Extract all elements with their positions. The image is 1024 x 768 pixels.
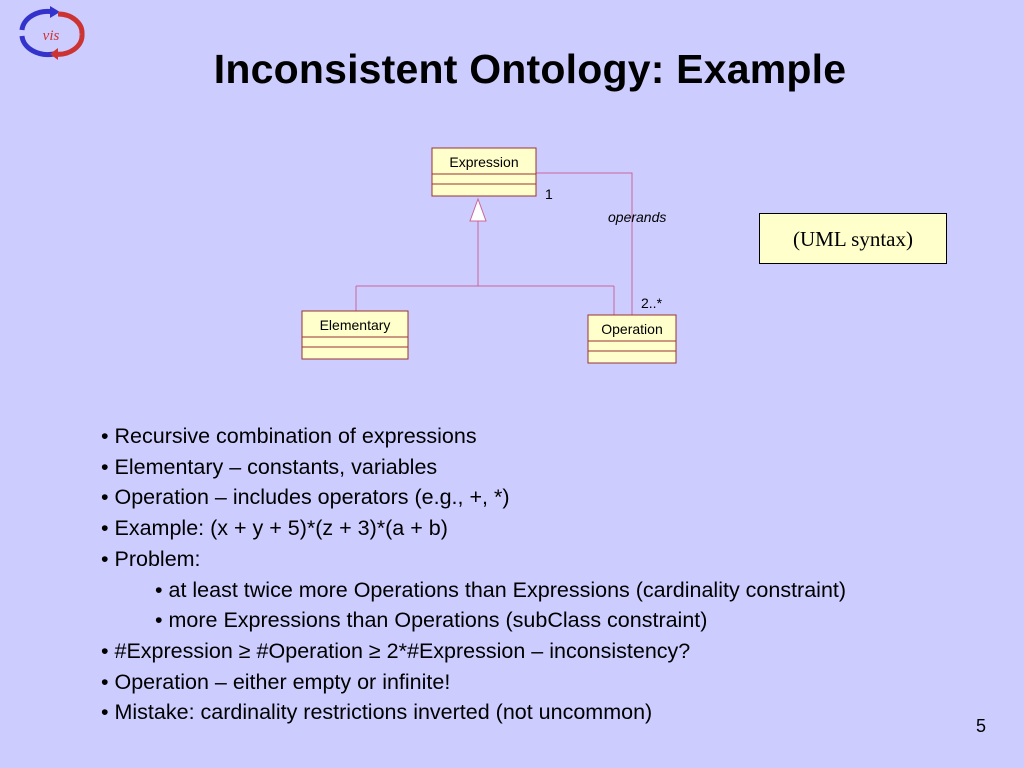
class-operation-name: Operation	[601, 321, 663, 337]
sub-bullet-item: • at least twice more Operations than Expressions (cardinality constraint)	[155, 577, 847, 602]
multiplicity-operation: 2..*	[641, 295, 663, 311]
association-role-operands: operands	[608, 209, 667, 225]
page-number: 5	[976, 716, 987, 736]
sub-bullet-item: • more Expressions than Operations (subClass constraint)	[155, 608, 708, 633]
generalization-arrow-icon	[470, 199, 486, 221]
bullet-item: • Problem:	[101, 546, 201, 571]
bullet-item: • Operation – includes operators (e.g., +, *)	[101, 485, 510, 510]
bullet-item: • Mistake: cardinality restrictions inverted (not uncommon)	[101, 700, 653, 725]
bullet-item: • Operation – either empty or infinite!	[101, 669, 451, 694]
bullet-item: • Example: (x + y + 5)*(z + 3)*(a + b)	[101, 516, 448, 541]
multiplicity-expression: 1	[545, 186, 553, 202]
class-elementary[interactable]	[302, 311, 408, 359]
bullet-item: • Elementary – constants, variables	[101, 454, 438, 479]
uml-syntax-note: (UML syntax)	[759, 213, 947, 264]
bullet-item: • #Expression ≥ #Operation ≥ 2*#Expression – inconsistency?	[101, 638, 691, 663]
class-elementary-name: Elementary	[319, 317, 391, 333]
bullet-item: • Recursive combination of expressions	[101, 424, 477, 448]
logo-text: vis	[42, 28, 60, 44]
class-expression[interactable]	[432, 148, 536, 196]
class-expression-name: Expression	[449, 154, 519, 170]
slide-title: Inconsistent Ontology: Example	[213, 46, 847, 92]
class-operation[interactable]	[588, 315, 676, 363]
bullet-list	[101, 421, 846, 728]
